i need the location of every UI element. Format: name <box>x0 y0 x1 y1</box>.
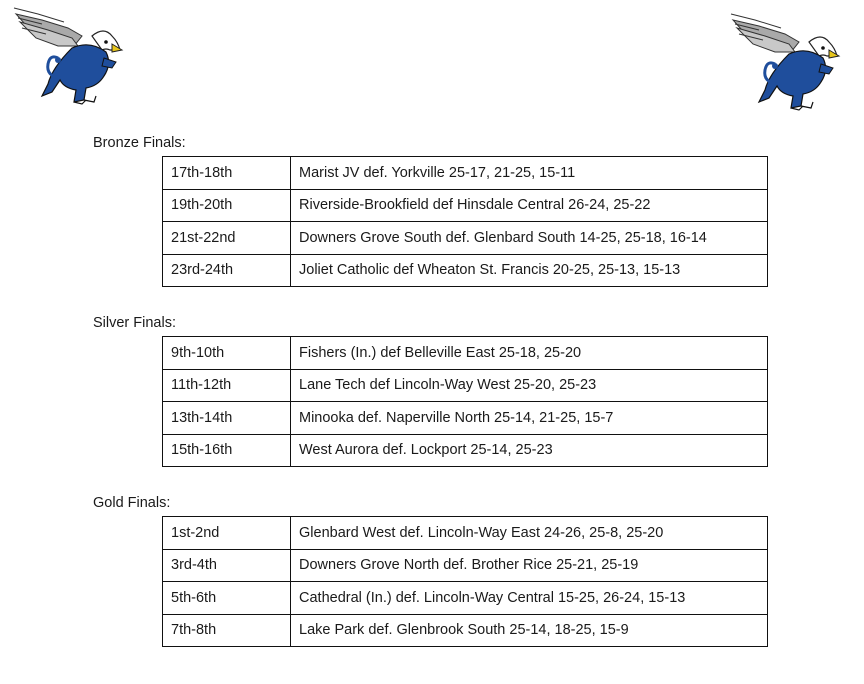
section-title-silver: Silver Finals: <box>93 315 176 331</box>
table-row <box>163 434 768 467</box>
place-cell: 7th-8th <box>163 614 291 647</box>
table-row <box>163 189 768 222</box>
table-row <box>163 402 768 435</box>
griffin-mascot-icon <box>12 6 124 106</box>
result-cell: Downers Grove South def. Glenbard South 14-25, 25-18, 16-14 <box>291 222 768 255</box>
result-cell: Cathedral (In.) def. Lincoln-Way Central 15-25, 26-24, 15-13 <box>291 582 768 615</box>
table-row <box>163 582 768 615</box>
place-cell: 3rd-4th <box>163 549 291 582</box>
result-cell: Marist JV def. Yorkville 25-17, 21-25, 15-11 <box>291 157 768 190</box>
section-title-gold: Gold Finals: <box>93 495 171 511</box>
griffin-logo-right <box>728 12 842 112</box>
griffin-mascot-icon <box>728 12 842 112</box>
griffin-logo-left <box>12 6 124 106</box>
place-cell: 13th-14th <box>163 402 291 435</box>
place-cell: 19th-20th <box>163 189 291 222</box>
result-cell: Glenbard West def. Lincoln-Way East 24-26, 25-8, 25-20 <box>291 517 768 550</box>
place-cell: 9th-10th <box>163 337 291 370</box>
bronze-results-table <box>162 156 768 287</box>
table-row <box>163 549 768 582</box>
table-row <box>163 517 768 550</box>
result-cell: Fishers (In.) def Belleville East 25-18, 25-20 <box>291 337 768 370</box>
result-cell: Downers Grove North def. Brother Rice 25-21, 25-19 <box>291 549 768 582</box>
place-cell: 5th-6th <box>163 582 291 615</box>
result-cell: Lane Tech def Lincoln-Way West 25-20, 25-23 <box>291 369 768 402</box>
place-cell: 21st-22nd <box>163 222 291 255</box>
place-cell: 23rd-24th <box>163 254 291 287</box>
table-row <box>163 614 768 647</box>
result-cell: Riverside-Brookfield def Hinsdale Central 26-24, 25-22 <box>291 189 768 222</box>
result-cell: Lake Park def. Glenbrook South 25-14, 18-25, 15-9 <box>291 614 768 647</box>
table-row <box>163 369 768 402</box>
place-cell: 17th-18th <box>163 157 291 190</box>
table-row <box>163 157 768 190</box>
gold-results-table <box>162 516 768 647</box>
table-row <box>163 337 768 370</box>
place-cell: 15th-16th <box>163 434 291 467</box>
silver-results-table <box>162 336 768 467</box>
section-title-bronze: Bronze Finals: <box>93 135 186 151</box>
place-cell: 1st-2nd <box>163 517 291 550</box>
table-row <box>163 254 768 287</box>
result-cell: West Aurora def. Lockport 25-14, 25-23 <box>291 434 768 467</box>
table-row <box>163 222 768 255</box>
result-cell: Joliet Catholic def Wheaton St. Francis 20-25, 25-13, 15-13 <box>291 254 768 287</box>
place-cell: 11th-12th <box>163 369 291 402</box>
result-cell: Minooka def. Naperville North 25-14, 21-25, 15-7 <box>291 402 768 435</box>
